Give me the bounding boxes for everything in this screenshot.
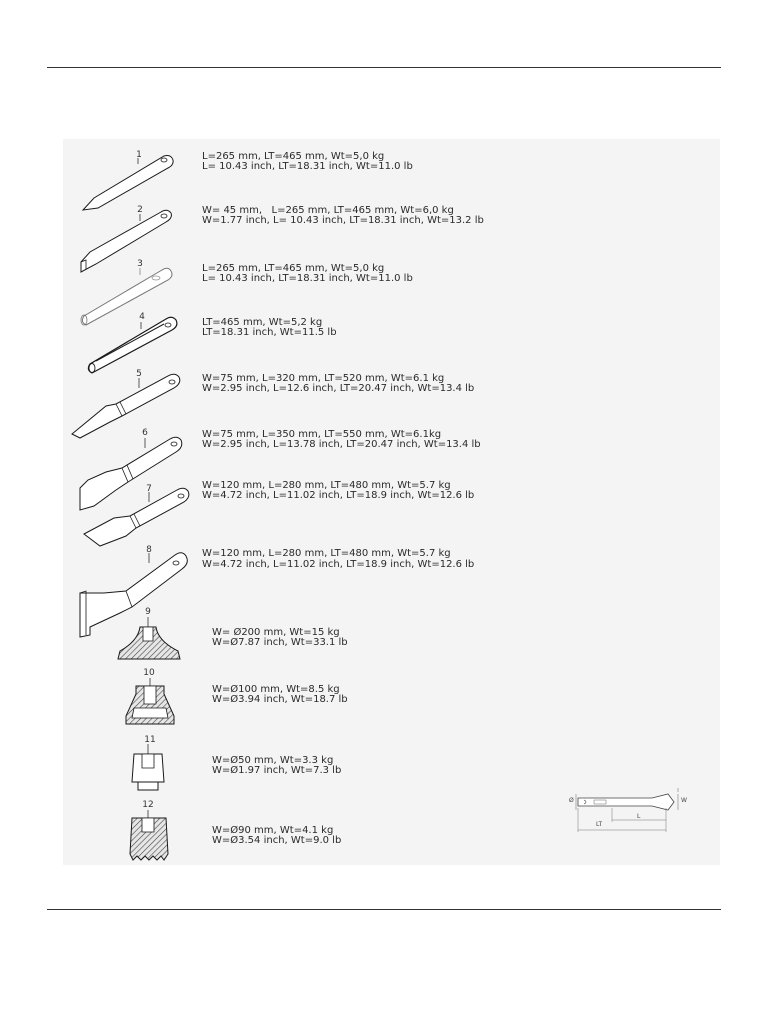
item-number: 11 <box>144 735 156 745</box>
item-number: 12 <box>142 800 154 810</box>
moil-point-icon <box>78 148 178 214</box>
bottom-rule <box>47 909 721 910</box>
item-spec-metric: L=265 mm, LT=465 mm, Wt=5,0 kg <box>202 151 385 162</box>
item-spec-imperial: LT=18.31 inch, Wt=11.5 lb <box>202 327 337 338</box>
item-number: 6 <box>142 428 148 438</box>
item-number: 7 <box>146 484 152 494</box>
wide-chisel-icon <box>80 484 194 550</box>
item-spec-metric: W=Ø50 mm, Wt=3.3 kg <box>212 755 334 766</box>
item-spec-imperial: W=Ø1.97 inch, Wt=7.3 lb <box>212 765 342 776</box>
item-number: 10 <box>143 668 155 678</box>
item-number: 1 <box>136 150 142 160</box>
item-spec-metric: LT=465 mm, Wt=5,2 kg <box>202 317 323 328</box>
item-spec-metric: W= Ø200 mm, Wt=15 kg <box>212 627 340 638</box>
item-spec-imperial: W=2.95 inch, L=13.78 inch, LT=20.47 inch, Wt=13.4 lb <box>202 439 481 450</box>
item-spec-imperial: L= 10.43 inch, LT=18.31 inch, Wt=11.0 lb <box>202 273 413 284</box>
item-number: 4 <box>139 312 145 322</box>
item-spec-imperial: W=1.77 inch, L= 10.43 inch, LT=18.31 inch, Wt=13.2 lb <box>202 215 484 226</box>
item-number: 8 <box>146 545 152 555</box>
dimension-label-width: W <box>681 797 687 804</box>
item-spec-metric: W=Ø100 mm, Wt=8.5 kg <box>212 684 340 695</box>
top-rule <box>47 67 721 68</box>
item-spec-metric: W=120 mm, L=280 mm, LT=480 mm, Wt=5.7 kg <box>202 548 451 559</box>
item-number: 5 <box>136 369 142 379</box>
item-spec-metric: W=Ø90 mm, Wt=4.1 kg <box>212 825 334 836</box>
item-spec-imperial: W=2.95 inch, L=12.6 inch, LT=20.47 inch, Wt=13.4 lb <box>202 383 475 394</box>
bush-hammer-icon <box>128 810 170 862</box>
item-spec-metric: W=75 mm, L=350 mm, LT=550 mm, Wt=6.1kg <box>202 429 442 440</box>
item-spec-imperial: W=Ø3.54 inch, Wt=9.0 lb <box>212 835 342 846</box>
item-spec-imperial: W=4.72 inch, L=11.02 inch, LT=18.9 inch, Wt=12.6 lb <box>202 490 475 501</box>
item-number: 3 <box>137 259 143 269</box>
item-number: 2 <box>137 205 143 215</box>
item-spec-imperial: W=Ø7.87 inch, Wt=33.1 lb <box>212 637 348 648</box>
item-spec-metric: W=120 mm, L=280 mm, LT=480 mm, Wt=5.7 kg <box>202 480 451 491</box>
item-number: 9 <box>145 607 151 617</box>
item-spec-metric: W= 45 mm, L=265 mm, LT=465 mm, Wt=6,0 kg <box>202 205 454 216</box>
tamping-plate-large-icon <box>116 617 182 661</box>
item-spec-metric: W=75 mm, L=320 mm, LT=520 mm, Wt=6.1 kg <box>202 373 445 384</box>
dimension-label-total-length: LT <box>596 821 603 828</box>
tamping-plate-medium-icon <box>124 678 176 726</box>
tamping-plate-small-icon <box>128 744 168 792</box>
item-spec-imperial: W=Ø3.94 inch, Wt=18.7 lb <box>212 694 348 705</box>
shank-adapter-icon <box>86 314 180 376</box>
dimension-label-diameter: Ø <box>569 797 574 804</box>
dimension-label-length: L <box>637 813 641 820</box>
item-spec-metric: L=265 mm, LT=465 mm, Wt=5,0 kg <box>202 263 385 274</box>
item-spec-imperial: L= 10.43 inch, LT=18.31 inch, Wt=11.0 lb <box>202 161 413 172</box>
dimension-diagram-icon <box>566 786 690 836</box>
item-spec-imperial: W=4.72 inch, L=11.02 inch, LT=18.9 inch, Wt=12.6 lb <box>202 559 475 570</box>
